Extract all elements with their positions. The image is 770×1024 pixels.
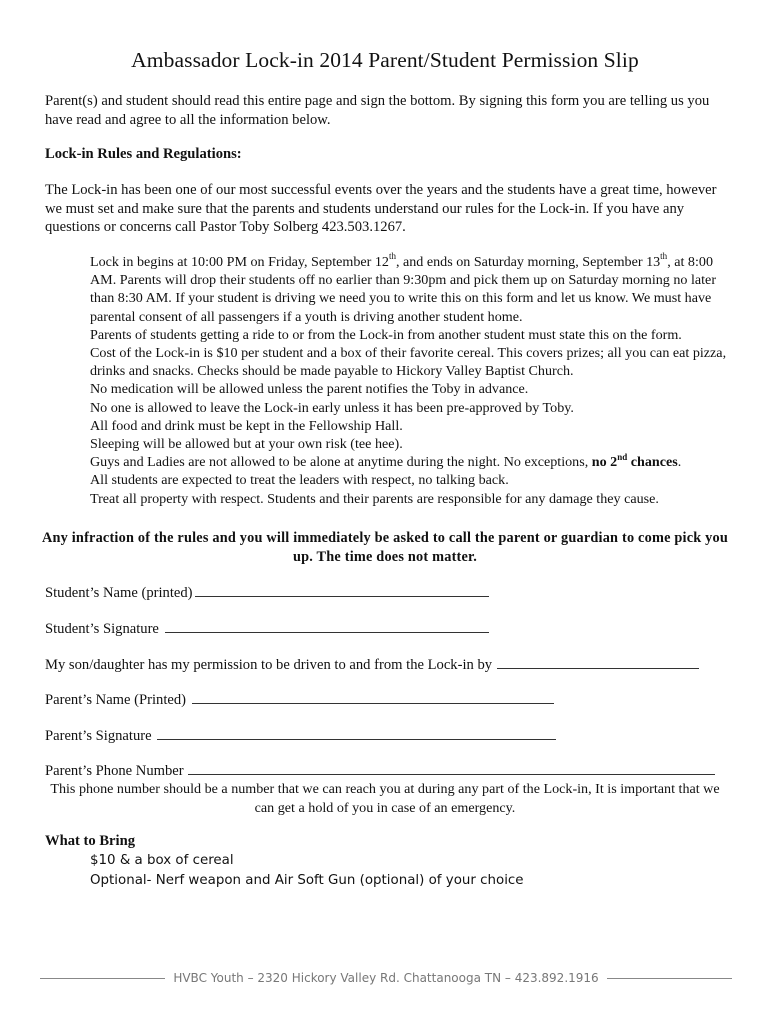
rules-heading: Lock-in Rules and Regulations: [45, 146, 242, 162]
permission-field [45, 656, 699, 674]
page-title: Ambassador Lock-in 2014 Parent/Student Permission Slip [131, 48, 639, 72]
driver-name-blank[interactable] [497, 656, 699, 669]
rule-item [90, 253, 730, 326]
parent-name-field [45, 691, 554, 709]
footer-address: HVBC Youth – 2320 Hickory Valley Rd. Chattanooga TN – 423.892.1916 [173, 971, 599, 985]
bring-heading: What to Bring [45, 833, 135, 849]
parent-phone-blank[interactable] [188, 762, 715, 775]
footer-divider-right [607, 978, 732, 979]
rule-emphasis [591, 451, 678, 471]
rule-text: . [677, 454, 682, 471]
ordinal-suffix: th [660, 251, 668, 262]
footer-divider-left [40, 978, 165, 979]
description-paragraph: The Lock-in has been one of our most successful events over the years and the students have a great time, however we must set and make sure that the parents and students understand our rules for the Lock-in. If you have any questions or concerns call Pastor Toby Solberg 423.503.1267. [45, 182, 717, 235]
rule-text: Guys and Ladies are not allowed to be alone at anytime during the night. No exceptions, [90, 454, 592, 471]
student-signature-label: Student’s Signature [45, 621, 159, 637]
rule-emphasis-text: no 2 [591, 454, 618, 471]
rule-item: No one is allowed to leave the Lock-in early unless it has been pre-approved by Toby. [90, 399, 574, 416]
phone-note: This phone number should be a number that we can reach you at during any part of the Lock-in, It is important that we can get a hold of you in case of an emergency. [50, 781, 720, 816]
parent-name-label: Parent’s Name (Printed) [45, 692, 187, 708]
permission-label: My son/daughter has my permission to be driven to and from the Lock-in by [45, 657, 493, 673]
parent-signature-field [45, 727, 556, 745]
rules-list [90, 253, 730, 508]
rule-text: Lock in begins at 10:00 PM on Friday, September 12 [90, 254, 389, 270]
rule-text: , and ends on Saturday morning, September 13 [395, 254, 661, 270]
rule-item: Sleeping will be allowed but at your own risk (tee hee). [90, 436, 403, 453]
parent-name-blank[interactable] [192, 691, 554, 704]
bring-list [90, 851, 524, 891]
student-name-label: Student’s Name (printed) [45, 585, 193, 601]
rule-item: All students are expected to treat the leaders with respect, no talking back. [90, 472, 509, 489]
rule-item: Cost of the Lock-in is $10 per student and a box of their favorite cereal. This covers prizes; all you can eat pizza, drinks and snacks. Checks should be made payable to Hickory Valley Baptist Church. [90, 345, 727, 380]
rule-item: Treat all property with respect. Students and their parents are responsible for any damage they cause. [90, 490, 659, 507]
parent-signature-blank[interactable] [157, 727, 556, 740]
rule-item: Parents of students getting a ride to or from the Lock-in from another student must state this on the form. [90, 326, 682, 343]
student-name-blank[interactable] [195, 584, 489, 597]
student-signature-field [45, 620, 489, 638]
student-signature-blank[interactable] [165, 620, 489, 633]
page-footer [40, 971, 732, 985]
rule-item: No medication will be allowed unless the parent notifies the Toby in advance. [90, 381, 529, 398]
student-name-field [45, 584, 489, 602]
rule-text: , at 8:00 AM. Parents will drop their students off no earlier than 9:30pm and pick them up on Saturday morning no later than 8:30 AM. If your student is driving we need you to write this on this form and let us know. We must have parental consent of all passengers if a youth is driving another student home. [90, 254, 717, 325]
rule-emphasis-text: chances [627, 454, 678, 471]
parent-signature-label: Parent’s Signature [45, 728, 152, 744]
rule-item: All food and drink must be kept in the Fellowship Hall. [90, 417, 403, 434]
intro-paragraph: Parent(s) and student should read this entire page and sign the bottom. By signing this form you are telling us you have read and agree to all the information below. [45, 93, 710, 128]
parent-phone-label: Parent’s Phone Number [45, 763, 184, 779]
bring-item: $10 & a box of cereal [90, 853, 234, 868]
ordinal-suffix: nd [617, 451, 628, 462]
ordinal-suffix: th [388, 251, 396, 262]
rule-item [90, 453, 730, 471]
infraction-warning: Any infraction of the rules and you will immediately be asked to call the parent or guardian to come pick you up. The time does not matter. [41, 530, 729, 565]
parent-phone-field [45, 762, 715, 780]
bring-item: Optional- Nerf weapon and Air Soft Gun (optional) of your choice [90, 873, 524, 888]
